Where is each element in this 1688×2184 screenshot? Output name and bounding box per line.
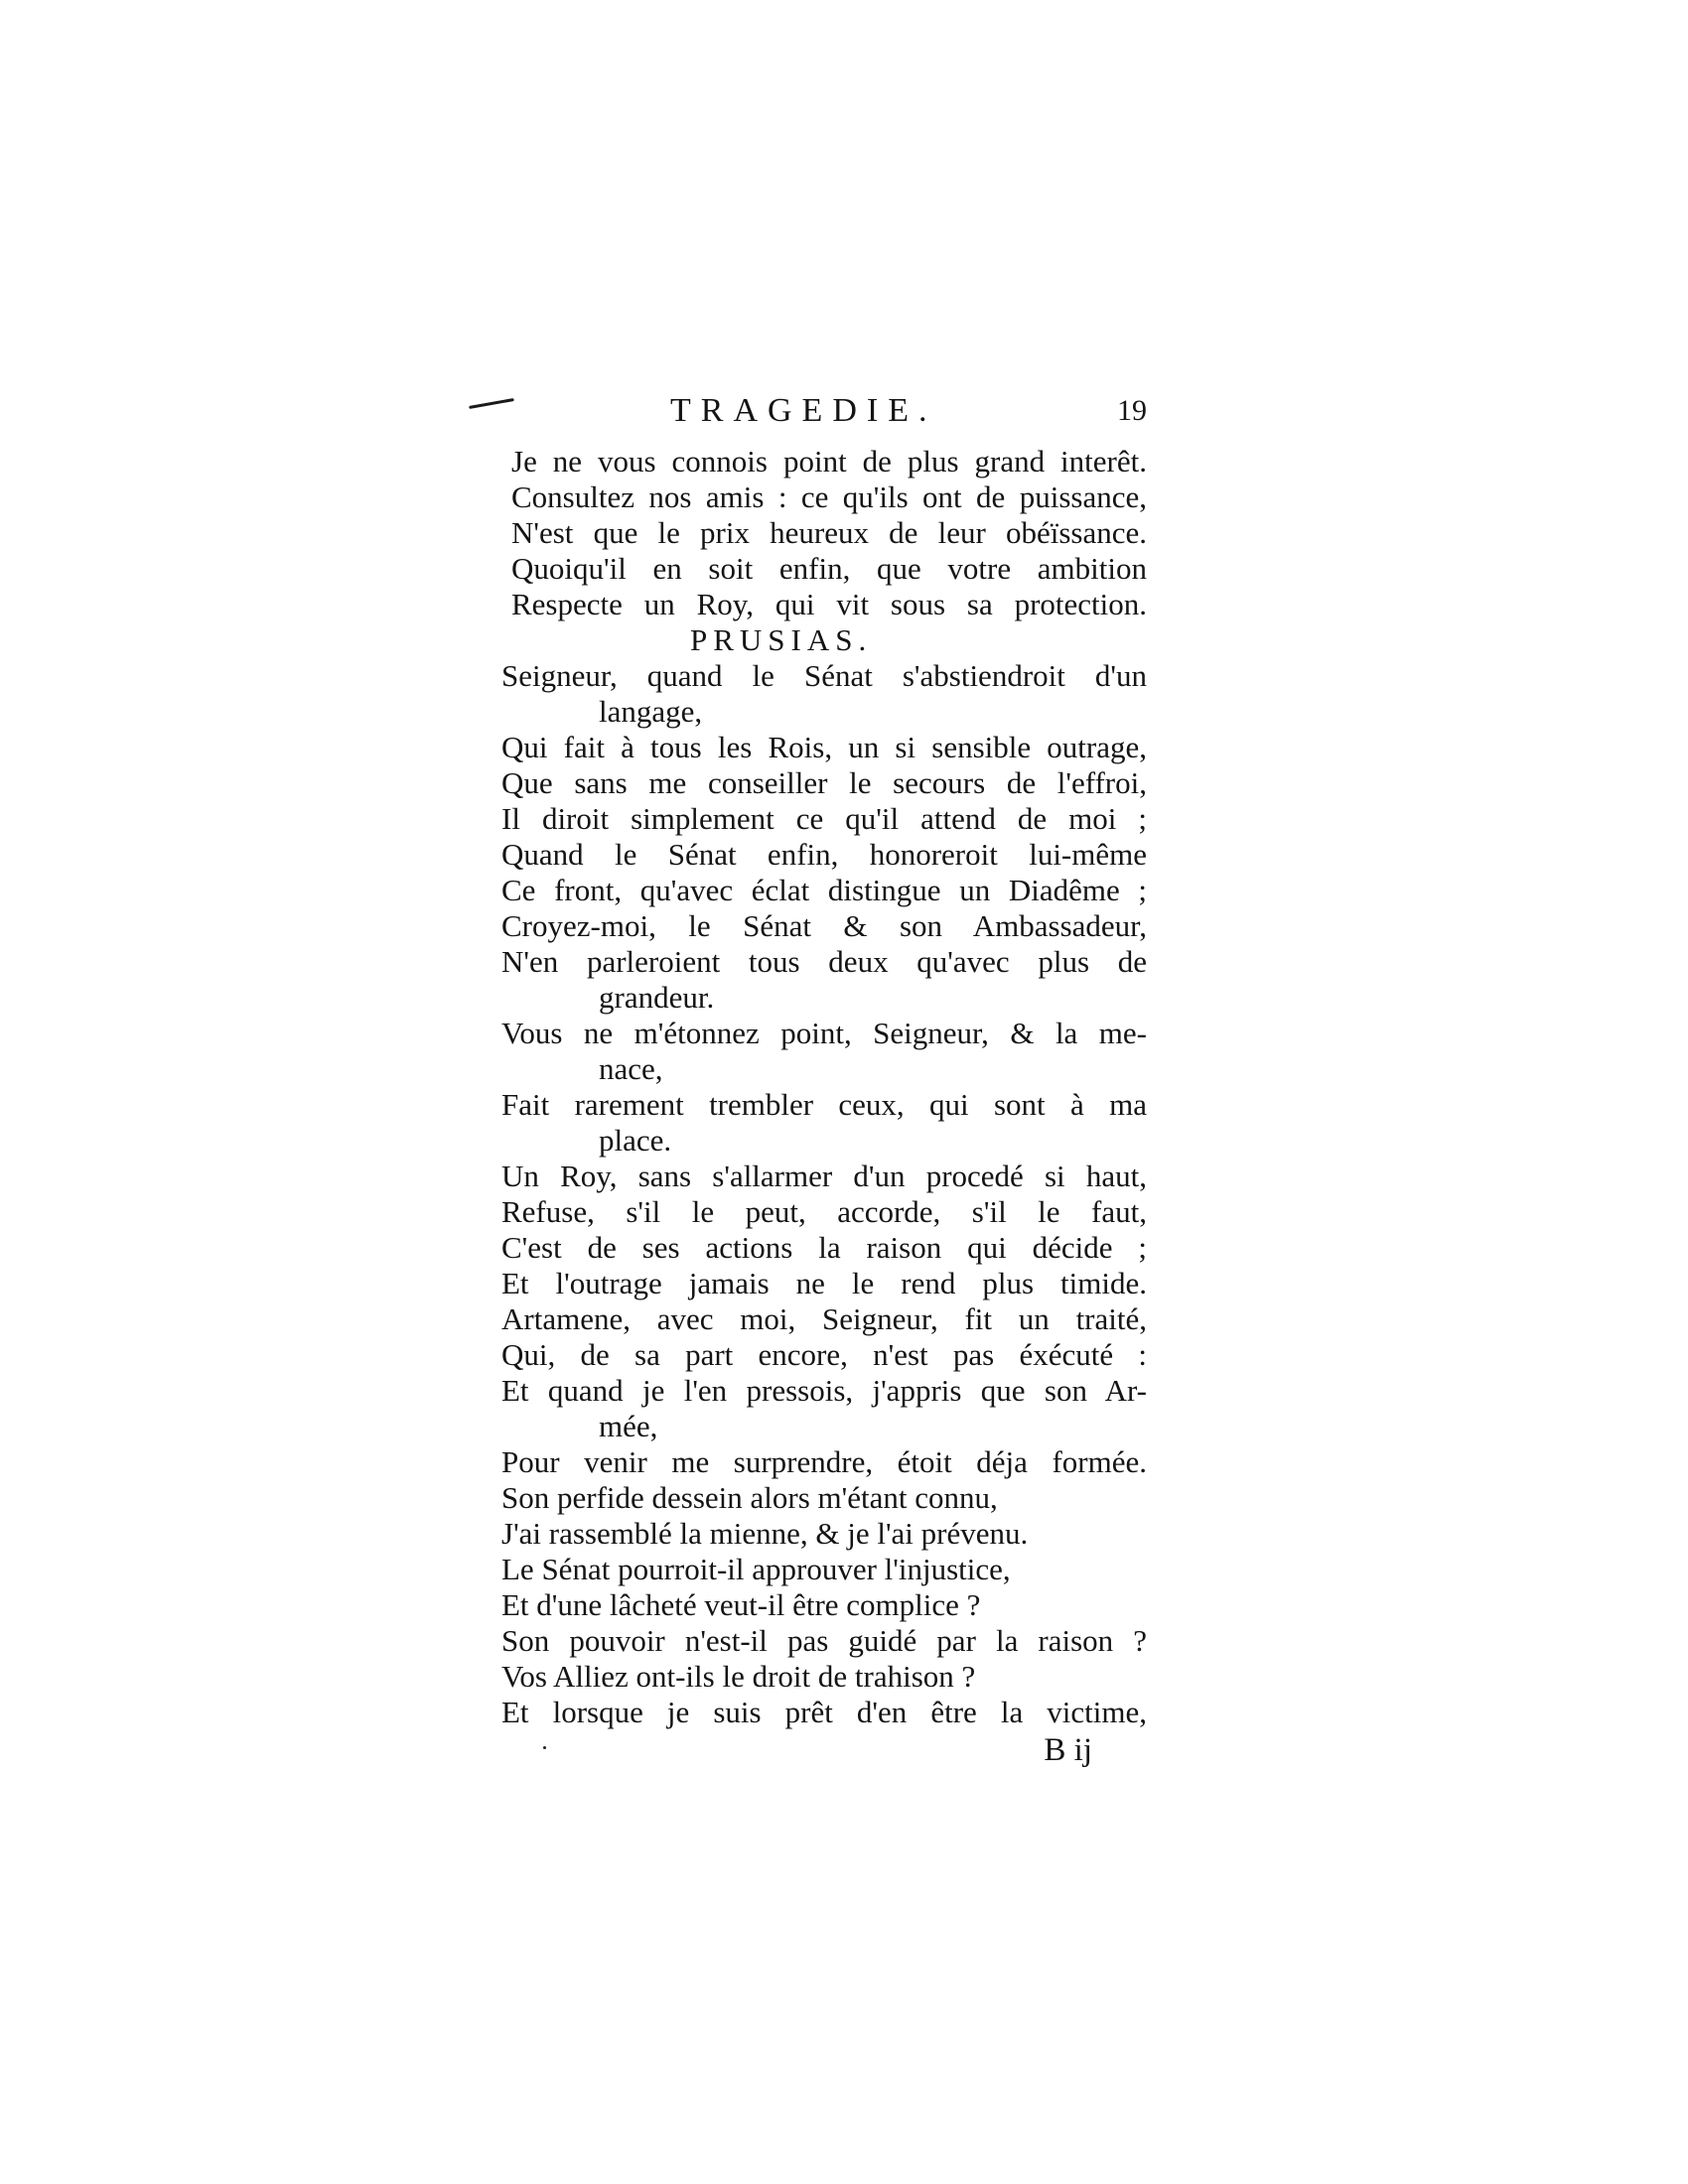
verse-line: Respecte un Roy, qui vit sous sa protection. (511, 587, 1147, 621)
verse-line: Refuse, s'il le peut, accorde, s'il le faut, (501, 1194, 1147, 1229)
signature-row (501, 1730, 1167, 1770)
verse-continuation: place. (599, 1123, 672, 1158)
verse-line: Consultez nos amis : ce qu'ils ont de puissance, (511, 479, 1147, 514)
verse-line: Son perfide dessein alors m'étant connu, (501, 1480, 998, 1515)
verse-line: Il diroit simplement ce qu'il attend de moi ; (501, 801, 1147, 836)
verse-line: Je ne vous connois point de plus grand interêt. (511, 444, 1147, 478)
page-text-block (501, 392, 1167, 1770)
verse-line: N'en parleroient tous deux qu'avec plus de (501, 944, 1147, 979)
verse-line: Ce front, qu'avec éclat distingue un Diadême ; (501, 873, 1147, 907)
verse-line: Et l'outrage jamais ne le rend plus timide. (501, 1266, 1147, 1300)
speaker-name: PRUSIAS. (690, 622, 873, 657)
verse-line: Seigneur, quand le Sénat s'abstiendroit d'un (501, 658, 1147, 693)
verse-line: Et lorsque je suis prêt d'en être la victime, (501, 1695, 1147, 1729)
verse-line: Et quand je l'en pressois, j'appris que son Ar- (501, 1373, 1147, 1408)
verse-continuation: langage, (599, 694, 703, 729)
printer-dot (543, 1746, 546, 1749)
verse-continuation: mée, (599, 1409, 658, 1443)
verse-block-b (501, 658, 1167, 1730)
verse-line: Un Roy, sans s'allarmer d'un procedé si haut, (501, 1159, 1147, 1193)
verse-line: Son pouvoir n'est-il pas guidé par la raison ? (501, 1623, 1147, 1658)
page-number: 19 (1117, 394, 1147, 427)
running-head (501, 392, 1167, 444)
verse-line: Croyez-moi, le Sénat & son Ambassadeur, (501, 908, 1147, 943)
verse-continuation: grandeur. (599, 980, 715, 1015)
verse-line: Vous ne m'étonnez point, Seigneur, & la me- (501, 1016, 1147, 1050)
verse-continuation: nace, (599, 1051, 663, 1086)
verse-line: Quand le Sénat enfin, honoreroit lui-même (501, 837, 1147, 872)
verse-line: Fait rarement trembler ceux, qui sont à ma (501, 1087, 1147, 1122)
running-title: TRAGEDIE. (670, 392, 937, 429)
verse-block-a (501, 444, 1167, 622)
verse-line: Artamene, avec moi, Seigneur, fit un traité, (501, 1301, 1147, 1336)
verse-line: Que sans me conseiller le secours de l'effroi, (501, 765, 1147, 800)
verse-line: Quoiqu'il en soit enfin, que votre ambition (511, 551, 1147, 586)
signature-mark: B ij (1044, 1732, 1092, 1768)
verse-line: J'ai rassemblé la mienne, & je l'ai prévenu. (501, 1516, 1029, 1551)
verse-line: Qui, de sa part encore, n'est pas éxécuté : (501, 1337, 1147, 1372)
verse-line: C'est de ses actions la raison qui décide ; (501, 1230, 1147, 1265)
verse-line: Qui fait à tous les Rois, un si sensible outrage, (501, 730, 1147, 764)
verse-line: Et d'une lâcheté veut-il être complice ? (501, 1587, 981, 1622)
verse-line: Le Sénat pourroit-il approuver l'injustice, (501, 1552, 1011, 1586)
verse-line: N'est que le prix heureux de leur obéïssance. (511, 515, 1147, 550)
verse-line: Pour venir me surprendre, étoit déja formée. (501, 1444, 1147, 1479)
verse-line: Vos Alliez ont-ils le droit de trahison ? (501, 1659, 976, 1694)
